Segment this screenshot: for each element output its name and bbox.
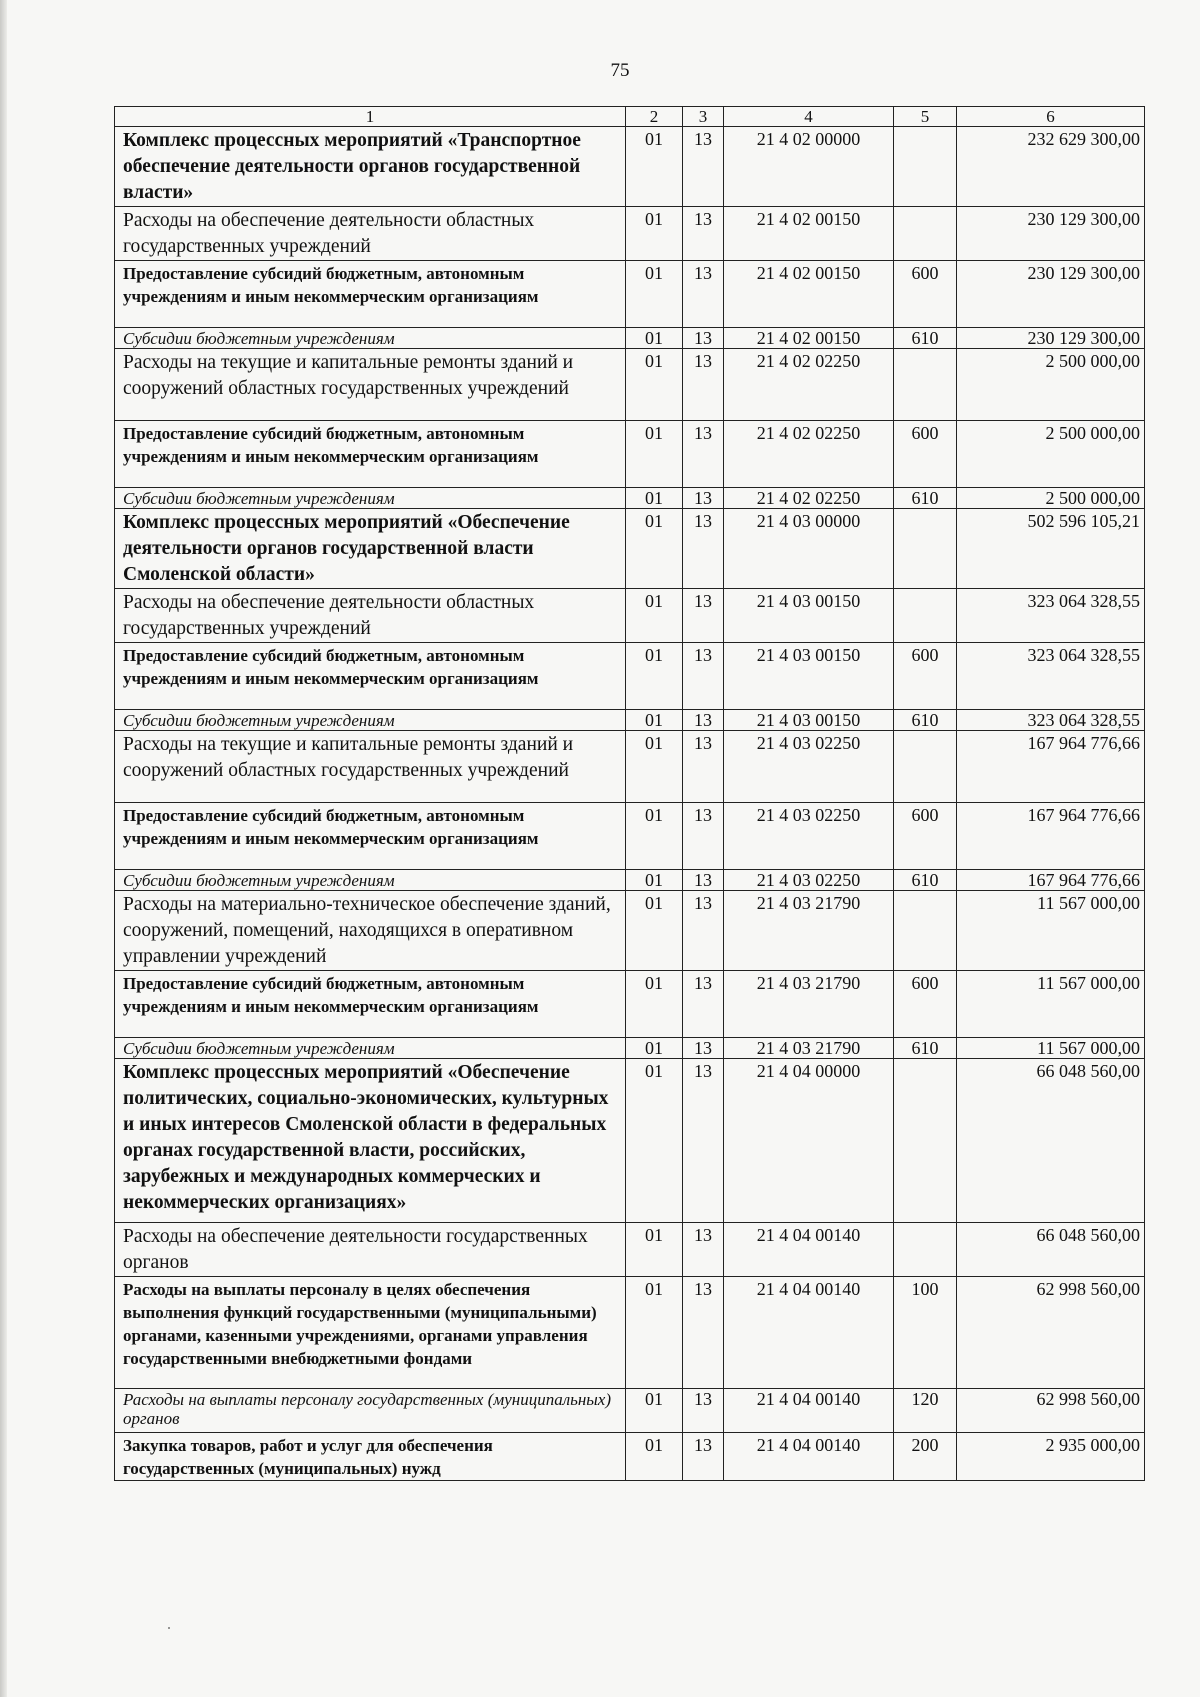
- row-name-cell: Предоставление субсидий бюджетным, автономным учреждениям и иным некоммерческим организациям: [115, 421, 626, 488]
- table-row: [115, 1277, 1145, 1389]
- section-code-cell: 01: [626, 261, 683, 328]
- expense-type-cell: 600: [894, 803, 957, 870]
- subsection-code-cell: 13: [683, 643, 724, 710]
- table-row: [115, 870, 1145, 891]
- expense-type-cell: 610: [894, 710, 957, 731]
- amount-cell: 230 129 300,00: [957, 207, 1145, 261]
- amount-cell: 167 964 776,66: [957, 731, 1145, 803]
- row-name-cell: Расходы на текущие и капитальные ремонты зданий и сооружений областных государственных учреждений: [115, 731, 626, 803]
- section-code-cell: 01: [626, 1433, 683, 1481]
- row-name-cell: Предоставление субсидий бюджетным, автономным учреждениям и иным некоммерческим организациям: [115, 803, 626, 870]
- target-article-cell: 21 4 02 00150: [724, 207, 894, 261]
- amount-cell: 230 129 300,00: [957, 328, 1145, 349]
- header-col-2: 2: [626, 107, 683, 127]
- amount-cell: 11 567 000,00: [957, 971, 1145, 1038]
- subsection-code-cell: 13: [683, 1433, 724, 1481]
- expense-type-cell: 100: [894, 1277, 957, 1389]
- subsection-code-cell: 13: [683, 207, 724, 261]
- amount-cell: 167 964 776,66: [957, 803, 1145, 870]
- section-code-cell: 01: [626, 1223, 683, 1277]
- section-code-cell: 01: [626, 803, 683, 870]
- subsection-code-cell: 13: [683, 1059, 724, 1223]
- subsection-code-cell: 13: [683, 803, 724, 870]
- target-article-cell: 21 4 02 02250: [724, 349, 894, 421]
- target-article-cell: 21 4 02 00150: [724, 261, 894, 328]
- header-col-3: 3: [683, 107, 724, 127]
- subsection-code-cell: 13: [683, 1038, 724, 1059]
- row-name-cell: Комплекс процессных мероприятий «Обеспечение политических, социально-экономических, культурных и иных интересов Смоленской области в федеральных органах государственной власти, российских, зарубежных и международных коммерческих и некоммерческих организациях»: [115, 1059, 626, 1223]
- expense-type-cell: 610: [894, 870, 957, 891]
- row-name-cell: Расходы на обеспечение деятельности областных государственных учреждений: [115, 207, 626, 261]
- subsection-code-cell: 13: [683, 421, 724, 488]
- amount-cell: 2 500 000,00: [957, 421, 1145, 488]
- amount-cell: 323 064 328,55: [957, 710, 1145, 731]
- amount-cell: 62 998 560,00: [957, 1277, 1145, 1389]
- expense-type-cell: [894, 891, 957, 971]
- amount-cell: 230 129 300,00: [957, 261, 1145, 328]
- subsection-code-cell: 13: [683, 1223, 724, 1277]
- section-code-cell: 01: [626, 509, 683, 589]
- row-name-cell: Предоставление субсидий бюджетным, автономным учреждениям и иным некоммерческим организациям: [115, 261, 626, 328]
- scan-edge: [0, 0, 7, 1697]
- expense-type-cell: [894, 731, 957, 803]
- table-row: [115, 127, 1145, 207]
- table-row: [115, 488, 1145, 509]
- target-article-cell: 21 4 03 00000: [724, 509, 894, 589]
- expense-type-cell: [894, 509, 957, 589]
- subsection-code-cell: 13: [683, 349, 724, 421]
- section-code-cell: 01: [626, 731, 683, 803]
- header-col-6: 6: [957, 107, 1145, 127]
- row-name-cell: Расходы на выплаты персоналу государственных (муниципальных) органов: [115, 1389, 626, 1433]
- section-code-cell: 01: [626, 207, 683, 261]
- row-name-cell: Субсидии бюджетным учреждениям: [115, 870, 626, 891]
- expense-type-cell: [894, 1059, 957, 1223]
- table-row: [115, 971, 1145, 1038]
- table-row: [115, 1433, 1145, 1481]
- expense-type-cell: 200: [894, 1433, 957, 1481]
- section-code-cell: 01: [626, 488, 683, 509]
- row-name-cell: Субсидии бюджетным учреждениям: [115, 1038, 626, 1059]
- row-name-cell: Субсидии бюджетным учреждениям: [115, 328, 626, 349]
- section-code-cell: 01: [626, 710, 683, 731]
- target-article-cell: 21 4 02 00150: [724, 328, 894, 349]
- section-code-cell: 01: [626, 127, 683, 207]
- amount-cell: 66 048 560,00: [957, 1223, 1145, 1277]
- target-article-cell: 21 4 04 00000: [724, 1059, 894, 1223]
- table-row: [115, 261, 1145, 328]
- table-header-row: [115, 107, 1145, 127]
- amount-cell: 2 500 000,00: [957, 349, 1145, 421]
- target-article-cell: 21 4 03 00150: [724, 710, 894, 731]
- table-row: [115, 1038, 1145, 1059]
- target-article-cell: 21 4 03 02250: [724, 803, 894, 870]
- page-number: 75: [610, 60, 630, 81]
- expense-type-cell: 610: [894, 328, 957, 349]
- table-row: [115, 891, 1145, 971]
- subsection-code-cell: 13: [683, 731, 724, 803]
- section-code-cell: 01: [626, 1038, 683, 1059]
- expense-type-cell: 600: [894, 971, 957, 1038]
- amount-cell: 323 064 328,55: [957, 589, 1145, 643]
- target-article-cell: 21 4 04 00140: [724, 1277, 894, 1389]
- amount-cell: 232 629 300,00: [957, 127, 1145, 207]
- section-code-cell: 01: [626, 891, 683, 971]
- amount-cell: 167 964 776,66: [957, 870, 1145, 891]
- expense-type-cell: 600: [894, 421, 957, 488]
- subsection-code-cell: 13: [683, 509, 724, 589]
- amount-cell: 66 048 560,00: [957, 1059, 1145, 1223]
- amount-cell: 62 998 560,00: [957, 1389, 1145, 1433]
- expense-type-cell: 120: [894, 1389, 957, 1433]
- table-row: [115, 589, 1145, 643]
- target-article-cell: 21 4 02 00000: [724, 127, 894, 207]
- row-name-cell: Субсидии бюджетным учреждениям: [115, 488, 626, 509]
- expense-type-cell: [894, 1223, 957, 1277]
- table-row: [115, 509, 1145, 589]
- section-code-cell: 01: [626, 1059, 683, 1223]
- section-code-cell: 01: [626, 421, 683, 488]
- target-article-cell: 21 4 03 02250: [724, 870, 894, 891]
- section-code-cell: 01: [626, 643, 683, 710]
- table-row: [115, 710, 1145, 731]
- subsection-code-cell: 13: [683, 870, 724, 891]
- target-article-cell: 21 4 03 21790: [724, 1038, 894, 1059]
- amount-cell: 2 935 000,00: [957, 1433, 1145, 1481]
- subsection-code-cell: 13: [683, 261, 724, 328]
- section-code-cell: 01: [626, 1389, 683, 1433]
- row-name-cell: Субсидии бюджетным учреждениям: [115, 710, 626, 731]
- row-name-cell: Закупка товаров, работ и услуг для обеспечения государственных (муниципальных) нужд: [115, 1433, 626, 1481]
- section-code-cell: 01: [626, 1277, 683, 1389]
- header-col-5: 5: [894, 107, 957, 127]
- row-name-cell: Расходы на обеспечение деятельности областных государственных учреждений: [115, 589, 626, 643]
- target-article-cell: 21 4 03 02250: [724, 731, 894, 803]
- row-name-cell: Расходы на материально-техническое обеспечение зданий, сооружений, помещений, находящихся в оперативном управлении учреждений: [115, 891, 626, 971]
- target-article-cell: 21 4 03 00150: [724, 643, 894, 710]
- table-row: [115, 731, 1145, 803]
- row-name-cell: Расходы на выплаты персоналу в целях обеспечения выполнения функций государственными (муниципальными) органами, казенными учреждениями, органами управления государственными внебюджетными фондами: [115, 1277, 626, 1389]
- subsection-code-cell: 13: [683, 328, 724, 349]
- target-article-cell: 21 4 04 00140: [724, 1223, 894, 1277]
- table-row: [115, 349, 1145, 421]
- row-name-cell: Комплекс процессных мероприятий «Транспортное обеспечение деятельности органов государственной власти»: [115, 127, 626, 207]
- target-article-cell: 21 4 02 02250: [724, 421, 894, 488]
- subsection-code-cell: 13: [683, 127, 724, 207]
- subsection-code-cell: 13: [683, 891, 724, 971]
- header-col-4: 4: [724, 107, 894, 127]
- section-code-cell: 01: [626, 589, 683, 643]
- subsection-code-cell: 13: [683, 488, 724, 509]
- budget-table: [114, 106, 1145, 1481]
- row-name-cell: Комплекс процессных мероприятий «Обеспечение деятельности органов государственной власти Смоленской области»: [115, 509, 626, 589]
- amount-cell: 323 064 328,55: [957, 643, 1145, 710]
- table-row: [115, 328, 1145, 349]
- subsection-code-cell: 13: [683, 710, 724, 731]
- expense-type-cell: 610: [894, 488, 957, 509]
- section-code-cell: 01: [626, 971, 683, 1038]
- amount-cell: 11 567 000,00: [957, 1038, 1145, 1059]
- subsection-code-cell: 13: [683, 1389, 724, 1433]
- table-row: [115, 643, 1145, 710]
- expense-type-cell: [894, 127, 957, 207]
- target-article-cell: 21 4 02 02250: [724, 488, 894, 509]
- expense-type-cell: 600: [894, 643, 957, 710]
- section-code-cell: 01: [626, 328, 683, 349]
- target-article-cell: 21 4 04 00140: [724, 1389, 894, 1433]
- target-article-cell: 21 4 03 21790: [724, 971, 894, 1038]
- subsection-code-cell: 13: [683, 589, 724, 643]
- header-col-1: 1: [115, 107, 626, 127]
- row-name-cell: Предоставление субсидий бюджетным, автономным учреждениям и иным некоммерческим организациям: [115, 643, 626, 710]
- table-row: [115, 207, 1145, 261]
- table-row: [115, 1059, 1145, 1223]
- table-row: [115, 803, 1145, 870]
- expense-type-cell: 610: [894, 1038, 957, 1059]
- row-name-cell: Расходы на обеспечение деятельности государственных органов: [115, 1223, 626, 1277]
- row-name-cell: Расходы на текущие и капитальные ремонты зданий и сооружений областных государственных учреждений: [115, 349, 626, 421]
- scan-speck: [168, 1627, 170, 1629]
- subsection-code-cell: 13: [683, 971, 724, 1038]
- section-code-cell: 01: [626, 349, 683, 421]
- table-row: [115, 1389, 1145, 1433]
- expense-type-cell: [894, 589, 957, 643]
- expense-type-cell: [894, 349, 957, 421]
- amount-cell: 11 567 000,00: [957, 891, 1145, 971]
- amount-cell: 2 500 000,00: [957, 488, 1145, 509]
- expense-type-cell: [894, 207, 957, 261]
- subsection-code-cell: 13: [683, 1277, 724, 1389]
- table-row: [115, 1223, 1145, 1277]
- target-article-cell: 21 4 03 00150: [724, 589, 894, 643]
- target-article-cell: 21 4 04 00140: [724, 1433, 894, 1481]
- table-row: [115, 421, 1145, 488]
- amount-cell: 502 596 105,21: [957, 509, 1145, 589]
- section-code-cell: 01: [626, 870, 683, 891]
- expense-type-cell: 600: [894, 261, 957, 328]
- target-article-cell: 21 4 03 21790: [724, 891, 894, 971]
- row-name-cell: Предоставление субсидий бюджетным, автономным учреждениям и иным некоммерческим организациям: [115, 971, 626, 1038]
